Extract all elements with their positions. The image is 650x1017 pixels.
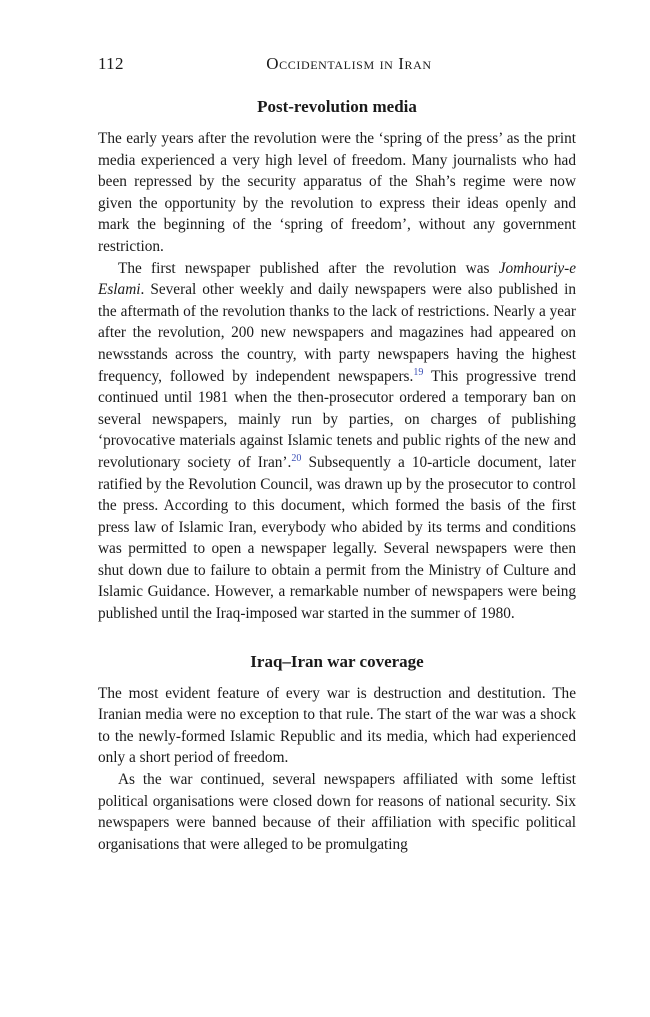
newspaper-title: Jomhouriy-e Eslami [98, 259, 576, 299]
text-run: . Several other weekly and daily newspapers were also published in the aftermath of the revolution thanks to the lack of restrictions. Nearly a year after the revolution, 200 new newspapers and magazines had appeared on newsstands across the country, with party newspapers having the highest frequency, followed by independent newspapers. [98, 281, 576, 385]
paragraph-war-destruction: The most evident feature of every war is destruction and destitution. The Iranian media were no exception to that rule. The start of the war was a shock to the newly-formed Islamic Republic and its media, which had experienced only a short period of freedom. [98, 684, 576, 767]
paragraph-spring-of-press: The early years after the revolution were the ‘spring of the press’ as the print media experienced a very high level of freedom. Many journalists who had been repressed by the security apparatus of the Shah’s regime were now given the opportunity by the revolution to express their ideas openly and mark the beginning of the ‘spring of freedom’, without any government restriction. [98, 130, 576, 255]
section-heading-iraq-iran-war-coverage: Iraq–Iran war coverage [250, 651, 424, 671]
section-heading-post-revolution-media: Post-revolution media [257, 97, 417, 116]
footnote-ref-20[interactable]: 20 [291, 452, 302, 464]
running-head [98, 54, 576, 80]
footnote-ref-19[interactable]: 19 [413, 366, 424, 378]
page-number: 112 [98, 54, 124, 73]
paragraph-first-newspaper [98, 258, 576, 625]
paragraph-newspapers-banned: As the war continued, several newspapers affiliated with some leftist political organisations were closed down for reasons of national security. Six newspapers were banned because of their affiliation with specific political organisations that were alleged to be promulgating [98, 771, 576, 853]
book-page [98, 54, 576, 855]
text-run: The first newspaper published after the revolution was [118, 259, 499, 277]
running-title: Occidentalism in Iran [266, 54, 432, 73]
text-run: Subsequently a 10-article document, later ratified by the Revolution Council, was drawn up by the prosecutor to control the press. According to this document, which formed the basis of the first press law of Islamic Iran, everybody who abided by its terms and conditions was permitted to open a newspaper legally. Several newspapers were then shut down due to failure to obtain a permit from the Ministry of Culture and Islamic Guidance. However, a remarkable number of newspapers were being published until the Iraq-imposed war started in the summer of 1980. [98, 453, 577, 623]
text-run: This progressive trend continued until 1981 when the then-prosecutor ordered a temporary ban on several newspapers, mainly run by parties, on charges of publishing ‘provocative materials against Islamic tenets and public rights of the new and revolutionary society of Iran’. [98, 367, 576, 471]
